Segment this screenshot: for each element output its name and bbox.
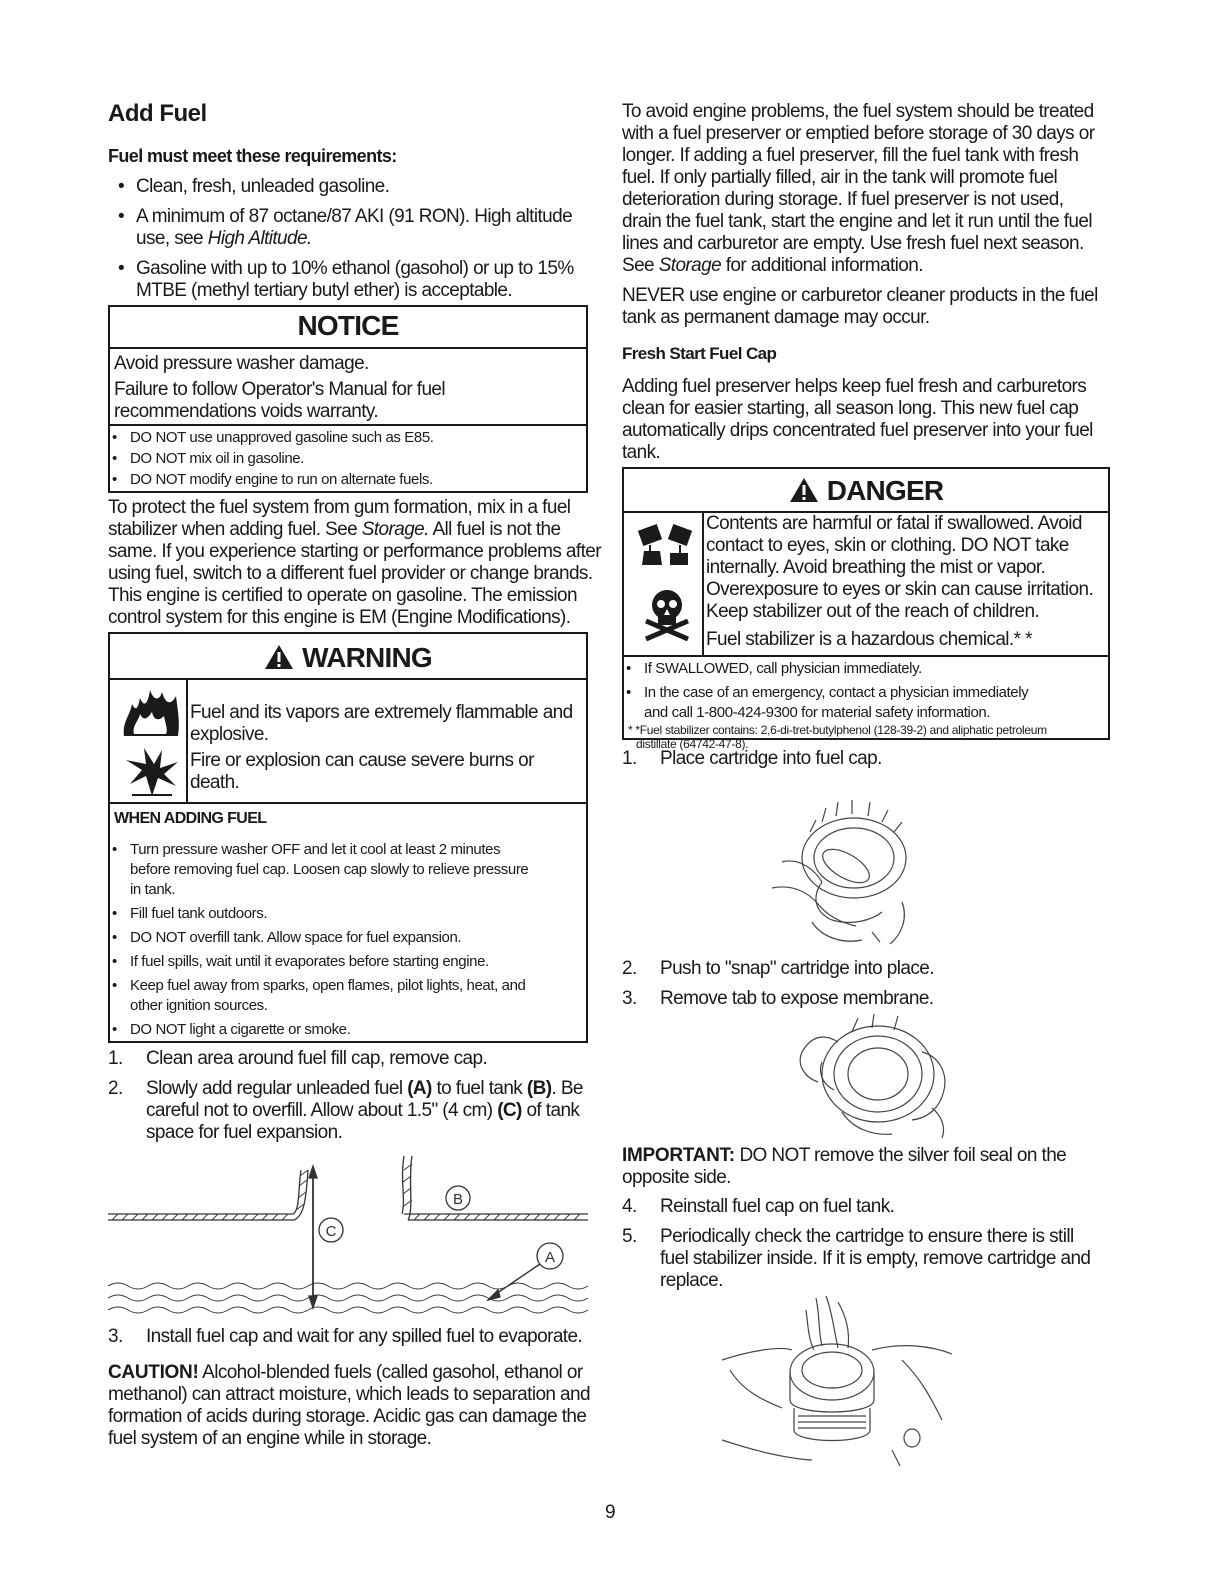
notice-text: Avoid pressure washer damage. <box>114 353 369 374</box>
body-text: lines and carburetor are empty. Use fresh fuel next season. <box>622 233 1084 254</box>
warning-bullet-cont: in tank. <box>130 881 176 898</box>
body-text: See Storage for additional information. <box>622 255 923 276</box>
important-text: IMPORTANT: DO NOT remove the silver foil seal on the <box>622 1145 1067 1166</box>
warning-text: Fuel and its vapors are extremely flammable and <box>190 702 573 723</box>
body-text: with a fuel preserver or emptied before storage of 30 days or <box>622 123 1095 144</box>
warning-triangle-icon <box>789 477 819 510</box>
when-adding-fuel-heading: WHEN ADDING FUEL <box>114 810 267 827</box>
step-text: Place cartridge into fuel cap. <box>660 748 882 769</box>
label-b: B <box>452 1191 464 1208</box>
divider <box>110 347 586 349</box>
warning-bullet: If fuel spills, wait until it evaporates before starting engine. <box>130 953 489 970</box>
reinstall-cap-illustration <box>722 1290 952 1470</box>
body-text: fuel. If only partially filled, air in the tank will promote fuel <box>622 167 1058 188</box>
high-altitude-link: High Altitude. <box>207 228 312 249</box>
step-number: 1. <box>622 748 637 769</box>
step-text: careful not to overfill. Allow about 1.5" (4 cm) (C) of tank <box>146 1100 580 1121</box>
danger-bullet-cont: and call 1-800-424-9300 for material safety information. <box>644 704 991 721</box>
corrosive-hazard-icon <box>636 521 694 576</box>
caution-text: CAUTION! Alcohol-blended fuels (called gasohol, ethanol or <box>108 1362 583 1383</box>
danger-footnote: * *Fuel stabilizer contains: 2,6-di-tret-butylphenol (128-39-2) and aliphatic petroleum <box>628 723 1047 737</box>
step-text: Slowly add regular unleaded fuel (A) to fuel tank (B). Be <box>146 1078 583 1099</box>
step-text: Install fuel cap and wait for any spilled fuel to evaporate. <box>146 1326 583 1347</box>
warning-bullet: DO NOT overfill tank. Allow space for fuel expansion. <box>130 929 462 946</box>
body-text: To protect the fuel system from gum formation, mix in a fuel <box>108 497 571 518</box>
step-text: fuel stabilizer inside. If it is empty, remove cartridge and <box>660 1248 1091 1269</box>
warning-box <box>108 632 588 1043</box>
step-text: replace. <box>660 1270 723 1291</box>
label-a: A <box>544 1249 556 1266</box>
warning-banner: WARNING <box>110 642 586 677</box>
requirement-item: Clean, fresh, unleaded gasoline. <box>136 176 390 197</box>
divider <box>702 511 704 655</box>
danger-text: Keep stabilizer out of the reach of children. <box>706 601 1040 622</box>
warning-text: Fire or explosion can cause severe burns or <box>190 750 534 771</box>
storage-link: Storage. <box>361 519 429 540</box>
requirement-item-cont: MTBE (methyl tertiary butyl ether) is acceptable. <box>136 280 513 301</box>
body-text: same. If you experience starting or performance problems after <box>108 541 601 562</box>
step-number: 2. <box>108 1078 123 1099</box>
fresh-start-heading: Fresh Start Fuel Cap <box>622 344 777 363</box>
danger-text: Contents are harmful or fatal if swallowed. Avoid <box>706 513 1082 534</box>
divider <box>110 678 586 680</box>
notice-bullet: DO NOT mix oil in gasoline. <box>130 450 304 467</box>
body-text: longer. If adding a fuel preserver, fill the fuel tank with fresh <box>622 145 1079 166</box>
notice-bullet: DO NOT modify engine to run on alternate fuels. <box>130 471 433 488</box>
body-text: This engine is certified to operate on gasoline. The emission <box>108 585 577 606</box>
step-text: space for fuel expansion. <box>146 1122 343 1143</box>
cartridge-insert-illustration <box>752 792 942 952</box>
page-number: 9 <box>605 1502 615 1523</box>
danger-text: Fuel stabilizer is a hazardous chemical.* * <box>706 629 1032 650</box>
step-number: 2. <box>622 958 637 979</box>
requirement-item-cont: use, see High Altitude. <box>136 228 312 249</box>
step-number: 1. <box>108 1048 123 1069</box>
notice-text: recommendations voids warranty. <box>114 401 379 422</box>
body-text: using fuel, switch to a different fuel provider or change brands. <box>108 563 593 584</box>
body-text: stabilizer when adding fuel. See Storage. All fuel is not the <box>108 519 561 540</box>
danger-banner: DANGER <box>624 475 1108 510</box>
notice-text: Failure to follow Operator's Manual for fuel <box>114 379 446 400</box>
step-number: 5. <box>622 1226 637 1247</box>
step-number: 4. <box>622 1196 637 1217</box>
body-text: clean for easier starting, all season long. This new fuel cap <box>622 398 1079 419</box>
danger-footnote: distillate (64742-47-8). <box>636 737 749 751</box>
requirement-item: A minimum of 87 octane/87 AKI (91 RON). High altitude <box>136 206 573 227</box>
warning-text: death. <box>190 772 240 793</box>
warning-bullet: Turn pressure washer OFF and let it cool at least 2 minutes <box>130 841 501 858</box>
divider <box>624 655 1108 657</box>
body-text: tank as permanent damage may occur. <box>622 307 930 328</box>
label-c: C <box>325 1223 337 1240</box>
step-number: 3. <box>108 1326 123 1347</box>
caution-text: methanol) can attract moisture, which leads to separation and <box>108 1384 590 1405</box>
warning-text: explosive. <box>190 724 269 745</box>
body-text: control system for this engine is EM (Engine Modifications). <box>108 607 571 628</box>
warning-bullet-cont: other ignition sources. <box>130 997 268 1014</box>
step-number: 3. <box>622 988 637 1009</box>
divider <box>110 802 586 804</box>
warning-triangle-icon <box>264 644 294 677</box>
divider <box>186 678 188 802</box>
body-text: deterioration during storage. If fuel preserver is not used, <box>622 189 1064 210</box>
explosion-hazard-icon <box>124 746 180 803</box>
requirements-heading: Fuel must meet these requirements: <box>108 146 397 166</box>
danger-bullet: If SWALLOWED, call physician immediately. <box>644 660 922 677</box>
body-text: drain the fuel tank, start the engine and let it run until the fuel <box>622 211 1092 232</box>
caution-label: CAUTION! <box>108 1362 199 1383</box>
fire-hazard-icon <box>120 686 182 743</box>
warning-bullet-cont: before removing fuel cap. Loosen cap slowly to relieve pressure <box>130 861 529 878</box>
warning-bullet: Fill fuel tank outdoors. <box>130 905 268 922</box>
notice-box <box>108 305 588 493</box>
step-text: Push to "snap" cartridge into place. <box>660 958 934 979</box>
step-text: Clean area around fuel fill cap, remove cap. <box>146 1048 488 1069</box>
requirement-item: Gasoline with up to 10% ethanol (gasohol) or up to 15% <box>136 258 574 279</box>
notice-banner: NOTICE <box>297 310 399 341</box>
body-text: automatically drips concentrated fuel preserver into your fuel <box>622 420 1093 441</box>
body-text: Adding fuel preserver helps keep fuel fresh and carburetors <box>622 376 1087 397</box>
important-label: IMPORTANT: <box>622 1145 735 1166</box>
storage-link: Storage <box>658 255 722 276</box>
danger-box <box>622 467 1110 751</box>
step-text: Remove tab to expose membrane. <box>660 988 934 1009</box>
important-text: opposite side. <box>622 1167 731 1188</box>
danger-text: Overexposure to eyes or skin can cause irritation. <box>706 579 1094 600</box>
divider <box>110 424 586 426</box>
danger-bullet: In the case of an emergency, contact a physician immediately <box>644 684 1029 701</box>
skull-crossbones-icon <box>642 587 692 646</box>
fuel-tank-figure <box>108 1150 588 1325</box>
section-title: Add Fuel <box>108 100 207 127</box>
danger-text: contact to eyes, skin or clothing. DO NOT take <box>706 535 1069 556</box>
danger-text: internally. Avoid breathing the mist or vapor. <box>706 557 1046 578</box>
warning-bullet: Keep fuel away from sparks, open flames, pilot lights, heat, and <box>130 977 526 994</box>
step-text: Periodically check the cartridge to ensure there is still <box>660 1226 1074 1247</box>
body-text: tank. <box>622 442 661 463</box>
notice-bullet: DO NOT use unapproved gasoline such as E85. <box>130 429 434 446</box>
body-text: To avoid engine problems, the fuel system should be treated <box>622 101 1094 122</box>
caution-text: fuel system of an engine while in storage. <box>108 1428 432 1449</box>
remove-tab-illustration <box>782 1012 972 1142</box>
step-text: Reinstall fuel cap on fuel tank. <box>660 1196 895 1217</box>
caution-text: formation of acids during storage. Acidic gas can damage the <box>108 1406 587 1427</box>
warning-bullet: DO NOT light a cigarette or smoke. <box>130 1021 351 1038</box>
body-text: NEVER use engine or carburetor cleaner products in the fuel <box>622 285 1098 306</box>
